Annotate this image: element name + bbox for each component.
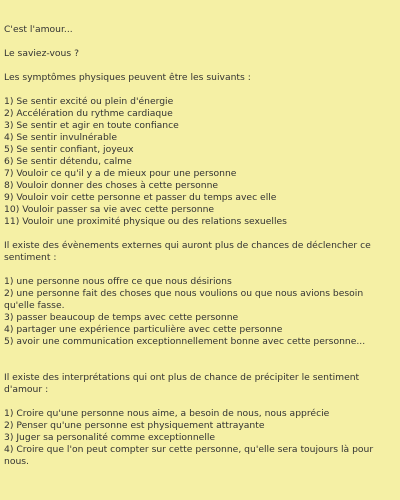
spacer — [4, 264, 396, 276]
list-item: 7) Vouloir ce qu'il y a de mieux pour une personne — [4, 168, 237, 179]
list-item: 1) Croire qu'une personne nous aime, a besoin de nous, nous apprécie — [4, 408, 330, 419]
interpretations-list — [4, 408, 396, 468]
events-lead: Il existe des évènements externes qui auront plus de chances de déclencher ce sentiment : — [4, 240, 371, 263]
article-question: Le saviez-vous ? — [4, 48, 79, 59]
list-item: 3) Se sentir et agir en toute confiance — [4, 120, 179, 131]
article-title: C'est l'amour... — [4, 24, 73, 35]
list-item: 4) Croire que l'on peut compter sur cette personne, qu'elle sera toujours là pour nous. — [4, 444, 374, 467]
list-item: 2) Accélération du rythme cardiaque — [4, 108, 173, 119]
list-item: 9) Vouloir voir cette personne et passer du temps avec elle — [4, 192, 277, 203]
list-item: 4) partager une expérience particulière avec cette personne — [4, 324, 283, 335]
symptoms-list — [4, 96, 396, 228]
events-list — [4, 276, 396, 348]
symptoms-lead: Les symptômes physiques peuvent être les suivants : — [4, 72, 251, 83]
list-item: 5) avoir une communication exceptionnellement bonne avec cette personne... — [4, 336, 366, 347]
spacer — [4, 36, 396, 48]
spacer — [4, 60, 396, 72]
interpretations-lead: Il existe des interprétations qui ont plus de chance de précipiter le sentiment d'amour : — [4, 372, 360, 395]
list-item: 10) Vouloir passer sa vie avec cette personne — [4, 204, 215, 215]
list-item: 8) Vouloir donner des choses à cette personne — [4, 180, 219, 191]
list-item: 4) Se sentir invulnérable — [4, 132, 117, 143]
list-item: 6) Se sentir détendu, calme — [4, 156, 132, 167]
list-item: 1) Se sentir excité ou plein d'énergie — [4, 96, 174, 107]
list-item: 3) Juger sa personalité comme exceptionnelle — [4, 432, 216, 443]
list-item: 2) Penser qu'une personne est physiquement attrayante — [4, 420, 265, 431]
list-item: 5) Se sentir confiant, joyeux — [4, 144, 134, 155]
list-item: 1) une personne nous offre ce que nous désirions — [4, 276, 232, 287]
spacer — [4, 396, 396, 408]
list-item: 2) une personne fait des choses que nous voulions ou que nous avions besoin qu'elle fasse. — [4, 288, 364, 311]
spacer — [4, 84, 396, 96]
list-item: 11) Vouloir une proximité physique ou des relations sexuelles — [4, 216, 287, 227]
spacer — [4, 348, 396, 372]
spacer — [4, 228, 396, 240]
list-item: 3) passer beaucoup de temps avec cette personne — [4, 312, 239, 323]
